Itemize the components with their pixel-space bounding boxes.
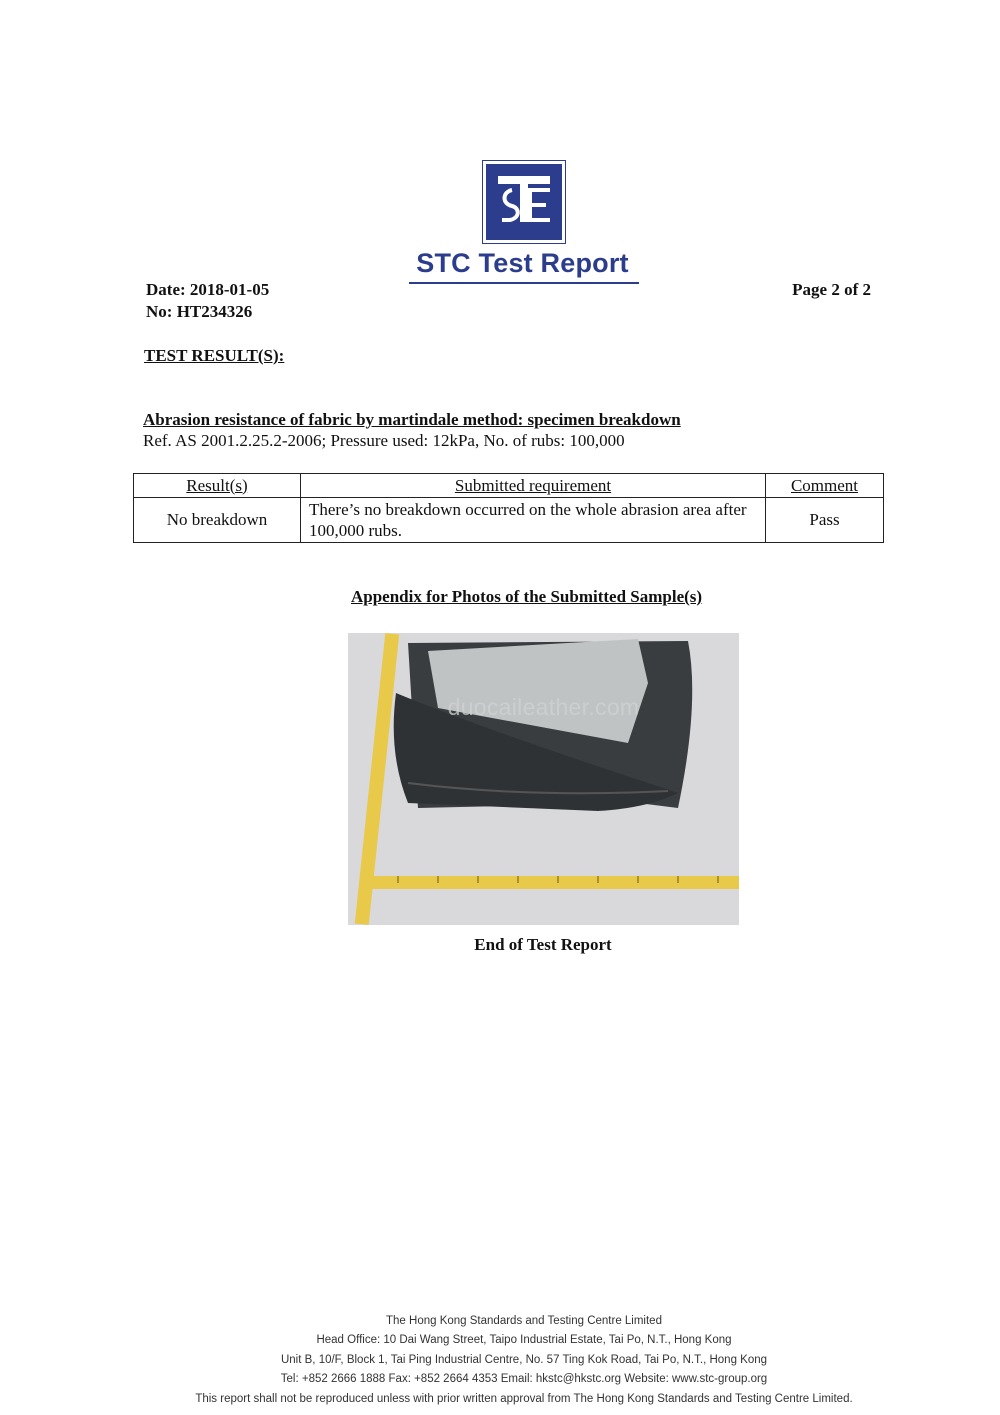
page-number: Page 2 of 2 bbox=[792, 280, 871, 299]
results-heading: TEST RESULT(S): bbox=[144, 346, 285, 365]
header-result: Result(s) bbox=[134, 474, 301, 498]
test-title: Abrasion resistance of fabric by martindale method: specimen breakdown bbox=[143, 410, 681, 429]
header-comment: Comment bbox=[766, 474, 884, 498]
report-date: Date: 2018-01-05 bbox=[146, 280, 270, 299]
cell-result: No breakdown bbox=[134, 498, 301, 543]
stc-logo bbox=[482, 160, 566, 244]
table-row bbox=[134, 498, 884, 543]
report-title: STC Test Report bbox=[416, 248, 629, 278]
test-reference: Ref. AS 2001.2.25.2-2006; Pressure used: 12kPa, No. of rubs: 100,000 bbox=[143, 431, 625, 450]
results-table bbox=[133, 473, 884, 543]
report-number: No: HT234326 bbox=[146, 302, 253, 321]
header-requirement: Submitted requirement bbox=[301, 474, 766, 498]
footer-head-office: Head Office: 10 Dai Wang Street, Taipo Industrial Estate, Tai Po, N.T., Hong Kong bbox=[316, 1334, 732, 1346]
footer-contact: Tel: +852 2666 1888 Fax: +852 2664 4353 Email: hkstc@hkstc.org Website: www.stc-group.org bbox=[280, 1373, 768, 1385]
table-header-row bbox=[134, 474, 884, 498]
watermark: duocaileather.com bbox=[447, 694, 640, 720]
appendix-title: Appendix for Photos of the Submitted Sample(s) bbox=[351, 587, 703, 606]
footer-branch-address: Unit B, 10/F, Block 1, Tai Ping Industrial Centre, No. 57 Ting Kok Road, Tai Po, N.T., Hong Kong bbox=[280, 1354, 768, 1366]
cell-requirement: There’s no breakdown occurred on the whole abrasion area after 100,000 rubs. bbox=[301, 498, 766, 543]
end-of-report: End of Test Report bbox=[474, 935, 612, 954]
footer-disclaimer: This report shall not be reproduced unless with prior written approval from The Hong Kong Standards and Testing Centre Limited. bbox=[195, 1393, 853, 1405]
fabric-sample-photo bbox=[348, 633, 739, 925]
title-underline bbox=[409, 282, 639, 284]
footer-company: The Hong Kong Standards and Testing Centre Limited bbox=[386, 1315, 662, 1327]
cell-comment: Pass bbox=[766, 498, 884, 543]
